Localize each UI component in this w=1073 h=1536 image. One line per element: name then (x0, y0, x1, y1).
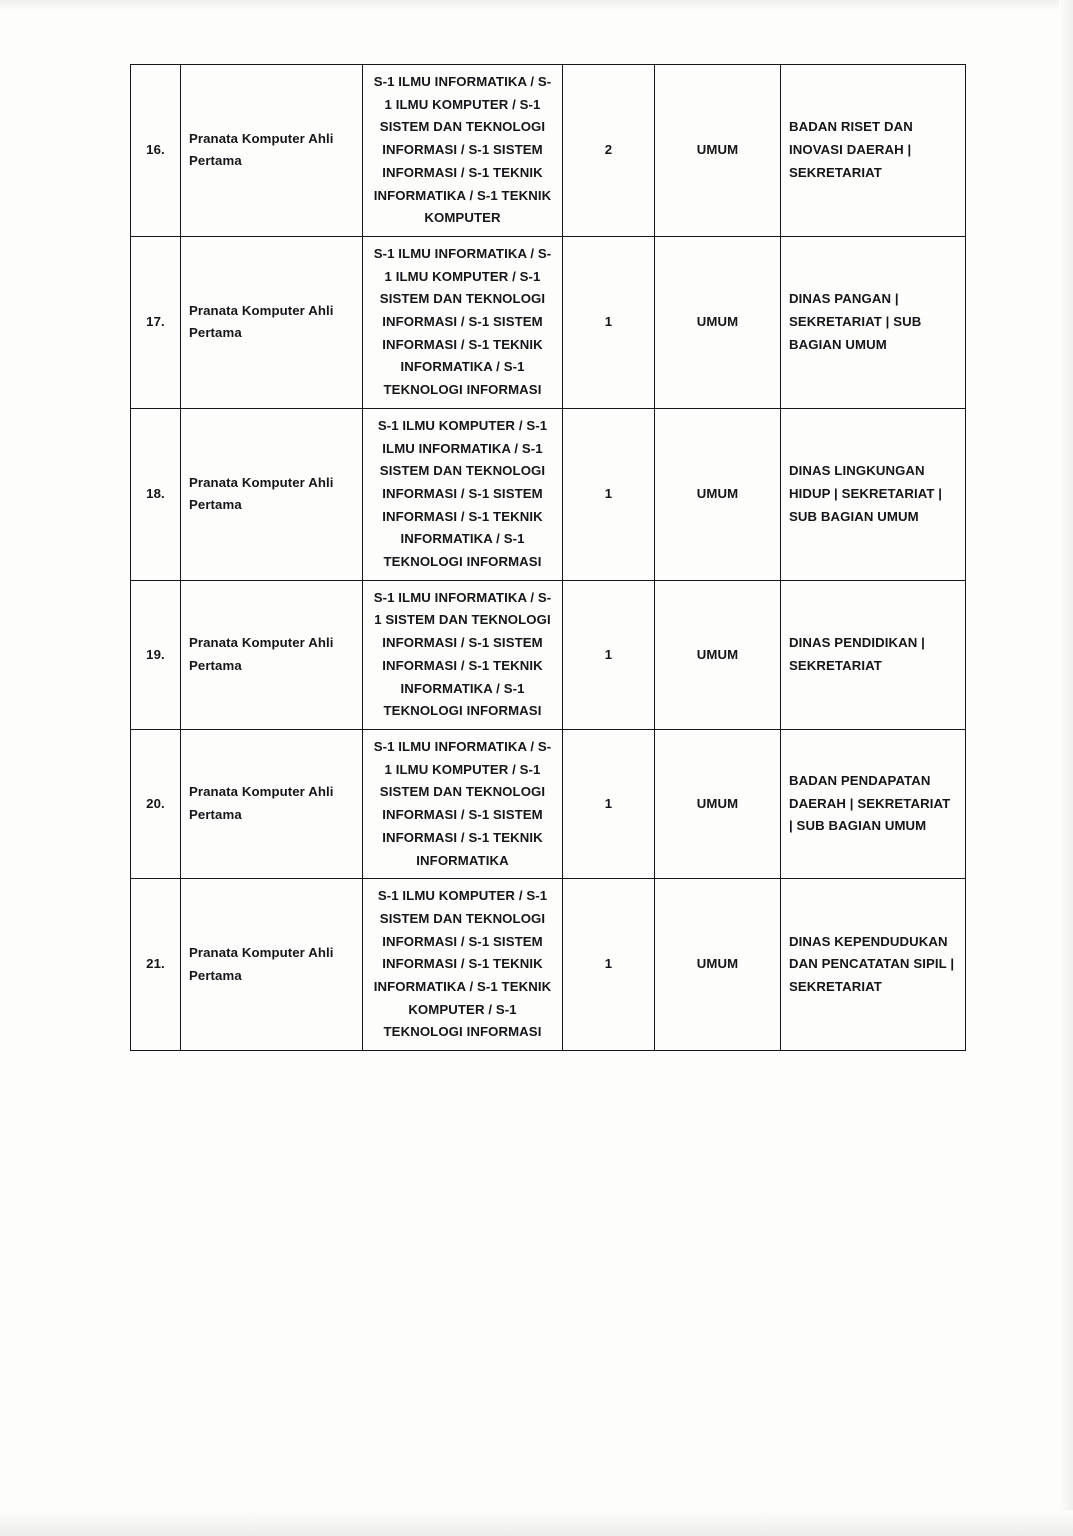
cell-jabatan: Pranata Komputer Ahli Pertama (181, 729, 363, 878)
cell-pendidikan: S-1 ILMU KOMPUTER / S-1 SISTEM DAN TEKNOLOGI INFORMASI / S-1 SISTEM INFORMASI / S-1 TEKNIK INFORMATIKA / S-1 TEKNIK KOMPUTER / S-1 TEKNOLOGI INFORMASI (363, 879, 563, 1051)
table-row (131, 65, 966, 237)
cell-no: 21. (131, 879, 181, 1051)
cell-no: 16. (131, 65, 181, 237)
cell-pendidikan: S-1 ILMU INFORMATIKA / S-1 ILMU KOMPUTER / S-1 SISTEM DAN TEKNOLOGI INFORMASI / S-1 SISTEM INFORMASI / S-1 TEKNIK INFORMATIKA (363, 729, 563, 878)
cell-unit-kerja: BADAN PENDAPATAN DAERAH | SEKRETARIAT | SUB BAGIAN UMUM (781, 729, 966, 878)
cell-jenis-formasi: UMUM (655, 580, 781, 729)
cell-jumlah: 1 (563, 236, 655, 408)
cell-pendidikan: S-1 ILMU INFORMATIKA / S-1 ILMU KOMPUTER / S-1 SISTEM DAN TEKNOLOGI INFORMASI / S-1 SISTEM INFORMASI / S-1 TEKNIK INFORMATIKA / S-1 TEKNIK KOMPUTER (363, 65, 563, 237)
cell-jenis-formasi: UMUM (655, 879, 781, 1051)
cell-jenis-formasi: UMUM (655, 729, 781, 878)
cell-unit-kerja: DINAS PENDIDIKAN | SEKRETARIAT (781, 580, 966, 729)
cell-no: 19. (131, 580, 181, 729)
table-row (131, 729, 966, 878)
cell-jumlah: 1 (563, 408, 655, 580)
cell-pendidikan: S-1 ILMU INFORMATIKA / S-1 SISTEM DAN TEKNOLOGI INFORMASI / S-1 SISTEM INFORMASI / S-1 TEKNIK INFORMATIKA / S-1 TEKNOLOGI INFORMASI (363, 580, 563, 729)
cell-jabatan: Pranata Komputer Ahli Pertama (181, 236, 363, 408)
cell-no: 17. (131, 236, 181, 408)
cell-pendidikan: S-1 ILMU KOMPUTER / S-1 ILMU INFORMATIKA / S-1 SISTEM DAN TEKNOLOGI INFORMASI / S-1 SISTEM INFORMASI / S-1 TEKNIK INFORMATIKA / S-1 TEKNOLOGI INFORMASI (363, 408, 563, 580)
table-row (131, 580, 966, 729)
cell-jumlah: 2 (563, 65, 655, 237)
cell-jabatan: Pranata Komputer Ahli Pertama (181, 65, 363, 237)
cell-jumlah: 1 (563, 879, 655, 1051)
table-row (131, 236, 966, 408)
cell-jabatan: Pranata Komputer Ahli Pertama (181, 580, 363, 729)
cell-jenis-formasi: UMUM (655, 236, 781, 408)
page-edge-bottom (0, 1510, 1073, 1536)
cell-unit-kerja: DINAS LINGKUNGAN HIDUP | SEKRETARIAT | SUB BAGIAN UMUM (781, 408, 966, 580)
table-row (131, 879, 966, 1051)
page-edge-right (1059, 0, 1073, 1536)
cell-unit-kerja: BADAN RISET DAN INOVASI DAERAH | SEKRETARIAT (781, 65, 966, 237)
page-edge-top (0, 0, 1073, 10)
cell-pendidikan: S-1 ILMU INFORMATIKA / S-1 ILMU KOMPUTER / S-1 SISTEM DAN TEKNOLOGI INFORMASI / S-1 SISTEM INFORMASI / S-1 TEKNIK INFORMATIKA / S-1 TEKNOLOGI INFORMASI (363, 236, 563, 408)
formation-table (130, 64, 966, 1051)
cell-jabatan: Pranata Komputer Ahli Pertama (181, 408, 363, 580)
cell-unit-kerja: DINAS KEPENDUDUKAN DAN PENCATATAN SIPIL | SEKRETARIAT (781, 879, 966, 1051)
cell-unit-kerja: DINAS PANGAN | SEKRETARIAT | SUB BAGIAN UMUM (781, 236, 966, 408)
table-row (131, 408, 966, 580)
cell-jenis-formasi: UMUM (655, 408, 781, 580)
cell-jabatan: Pranata Komputer Ahli Pertama (181, 879, 363, 1051)
cell-no: 18. (131, 408, 181, 580)
cell-jenis-formasi: UMUM (655, 65, 781, 237)
cell-jumlah: 1 (563, 580, 655, 729)
cell-no: 20. (131, 729, 181, 878)
cell-jumlah: 1 (563, 729, 655, 878)
